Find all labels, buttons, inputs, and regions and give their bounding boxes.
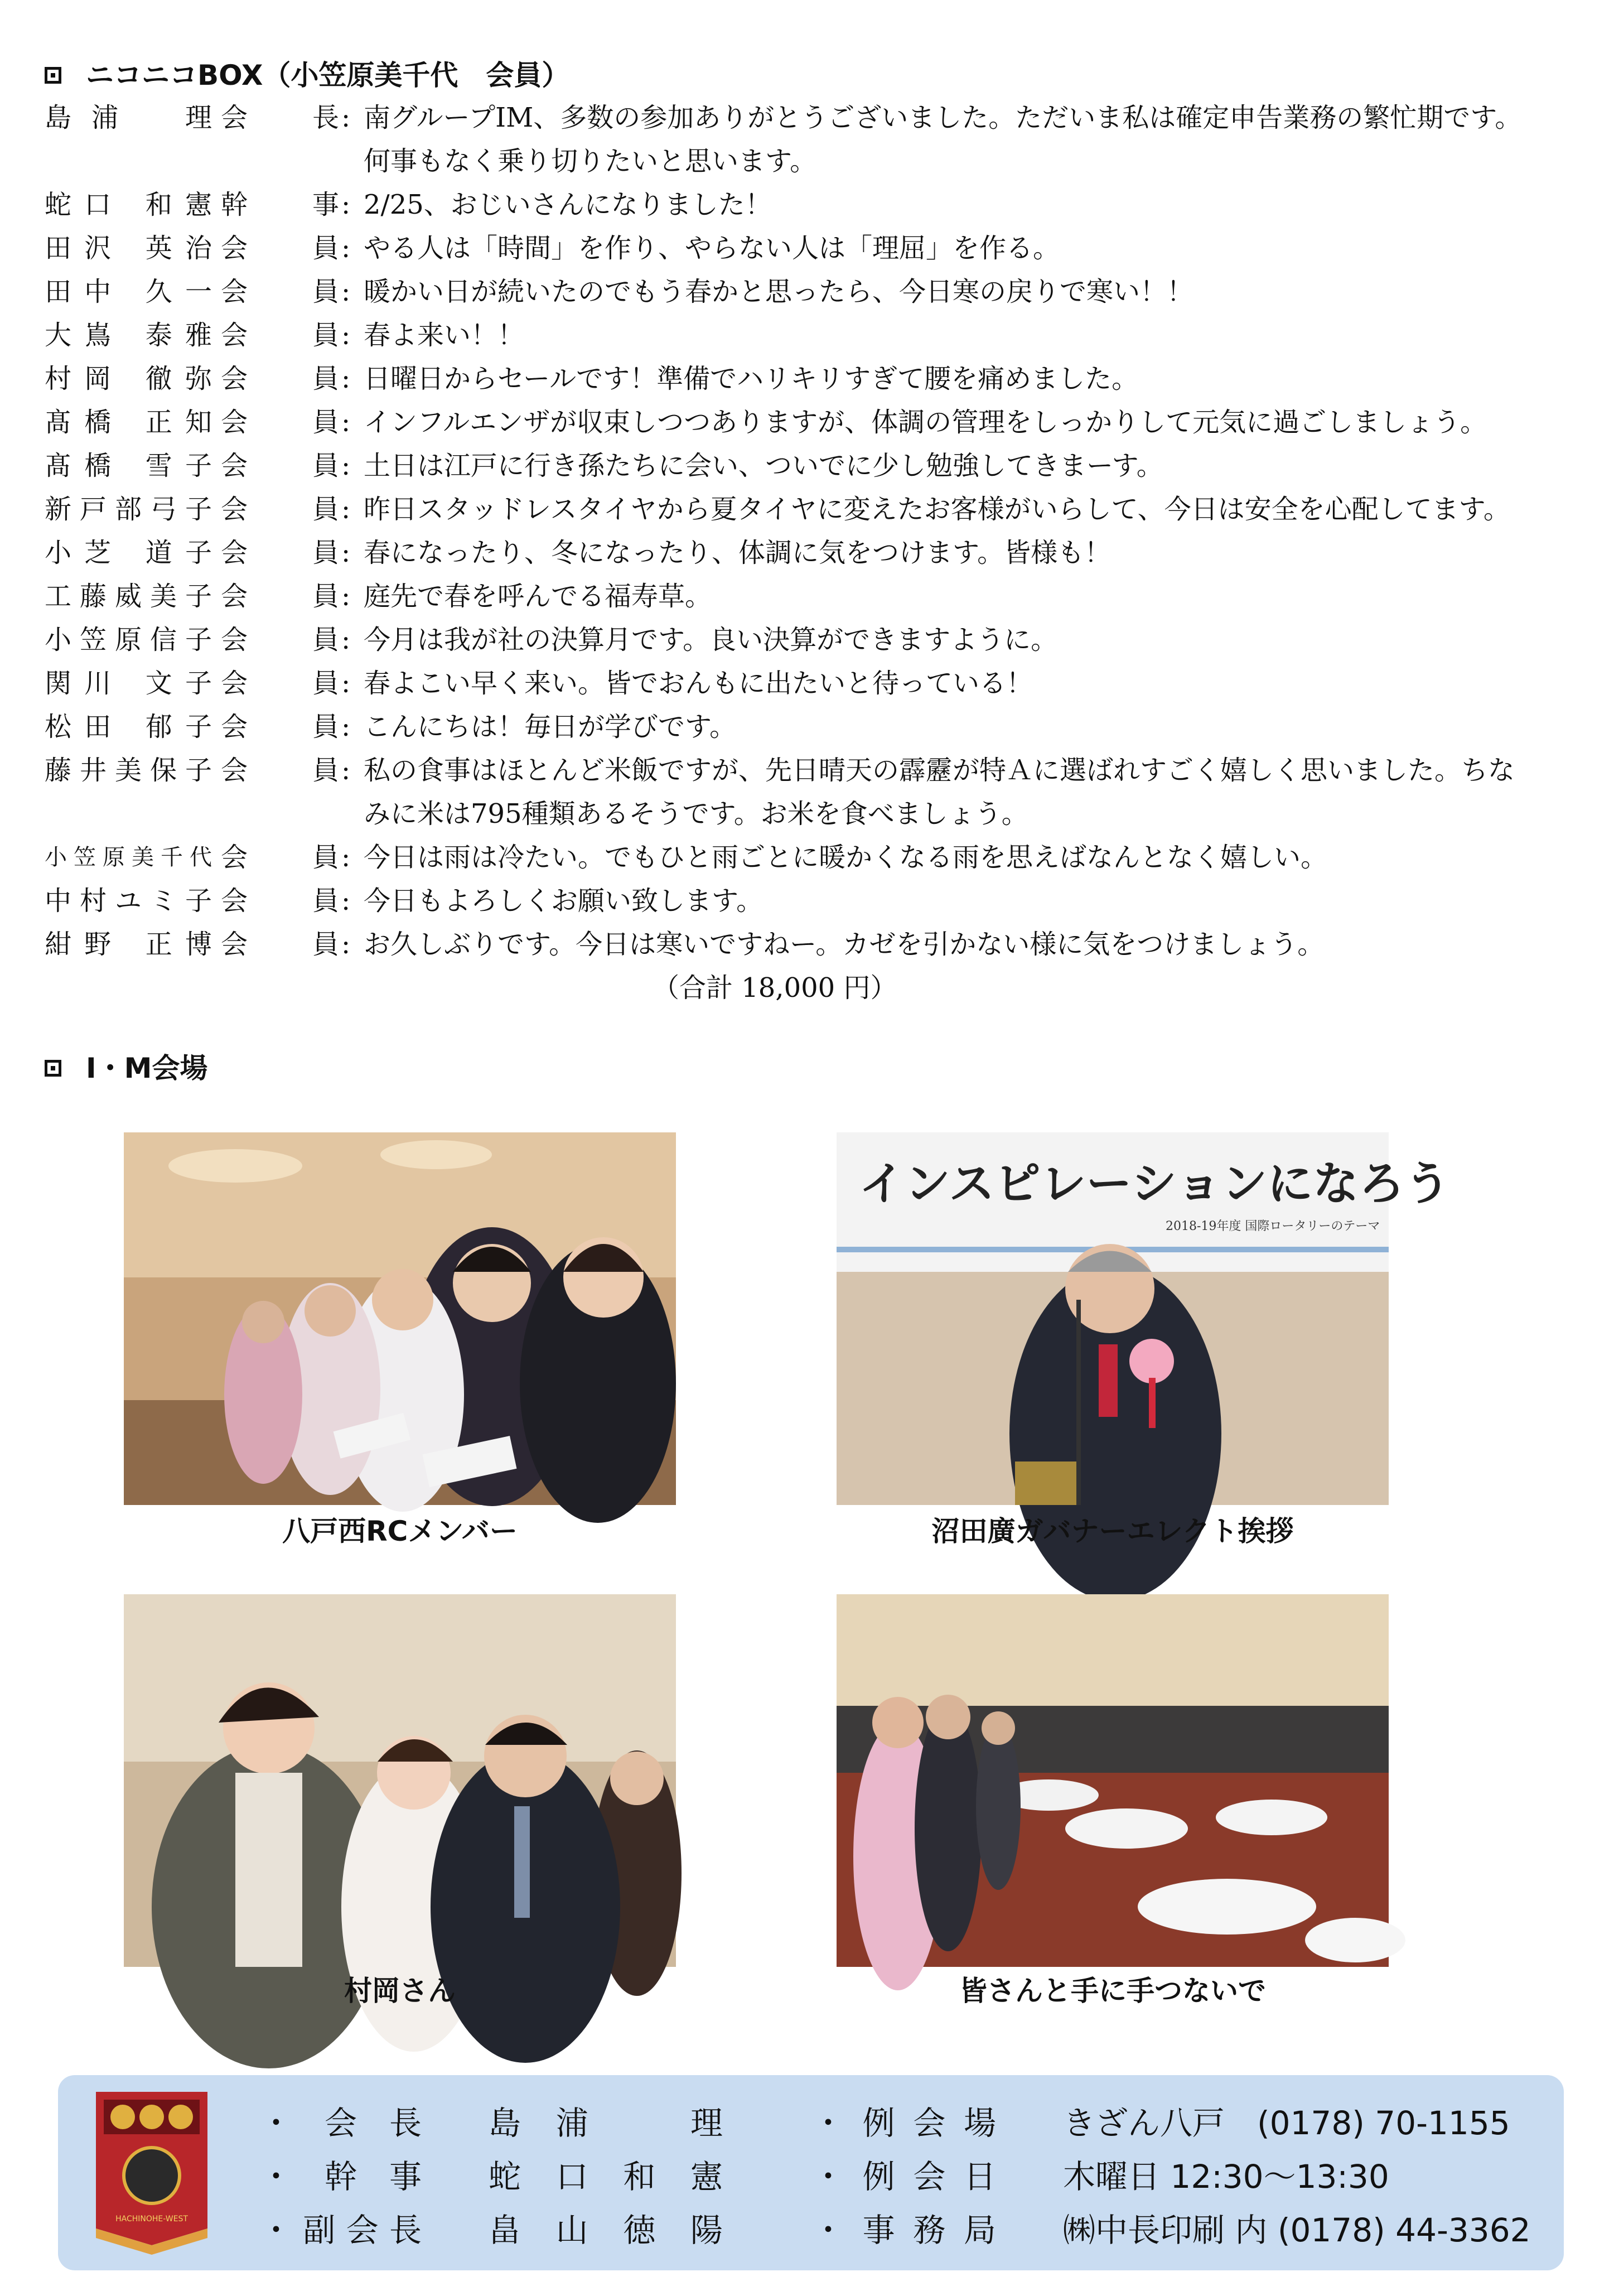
list-item: 田中 久一 会員 : 暖かい日が続いたのでもう春かと思ったら、今日寒の戻りで寒い！！ — [45, 270, 1584, 313]
list-item: 関川 文子 会員 : 春よこい早く来い。皆でおんもに出たいと待っている！ — [45, 662, 1584, 705]
list-item: 島浦 理 会長 : 南グループIM、多数の参加ありがとうございました。ただいま私は確定申告業務の繁忙期です。何事もなく乗り切りたいと思います。 — [45, 96, 1584, 139]
photo-members — [124, 1132, 676, 1505]
list-item: 小笠原信子 会員 : 今月は我が社の決算月です。良い決算ができますように。 — [45, 618, 1584, 662]
member-name: 田沢 英治 — [45, 233, 212, 264]
member-role: 会員 — [221, 929, 339, 960]
list-item — [260, 2150, 818, 2203]
member-name: 小笠原美千代 — [45, 845, 212, 870]
member-role: 会員 — [221, 363, 339, 394]
member-name: 紺野 正博 — [45, 929, 212, 960]
officer-label: ・副会長 — [260, 2211, 422, 2249]
member-role: 会員 — [221, 624, 339, 655]
banner-title: インスピレーションになろう — [859, 1157, 1451, 1210]
member-name: 工藤威美子 — [45, 581, 212, 612]
member-message: 南グループIM、多数の参加ありがとうございました。ただいま私は確定申告業務の繁忙期です。何事もなく乗り切りたいと思います。 — [364, 102, 1522, 177]
member-message: 土日は江戸に行き孫たちに会い、ついでに少し勉強してきまーす。 — [364, 450, 1163, 481]
photo-caption: 沼田廣ガバナーエレクト挨拶 — [931, 1515, 1294, 1547]
photo-caption: 皆さんと手に手つないで — [959, 1975, 1266, 2007]
member-role: 会員 — [221, 537, 339, 568]
member-name: 髙橋 正知 — [45, 407, 212, 438]
list-item — [812, 2203, 1554, 2257]
meeting-info-list — [812, 2096, 1554, 2257]
member-role: 会員 — [221, 276, 339, 307]
member-message: やる人は「時間」を作り、やらない人は「理屈」を作る。 — [364, 233, 1060, 264]
list-item: 小芝 道子 会員 : 春になったり、冬になったり、体調に気をつけます。皆様も！ — [45, 531, 1584, 575]
club-info-footer — [58, 2075, 1564, 2270]
info-label: ・事務局 — [812, 2211, 996, 2249]
member-message: 今月は我が社の決算月です。良い決算ができますように。 — [364, 624, 1058, 655]
photo-hall — [837, 1594, 1389, 1967]
member-message: 庭先で春を呼んでる福寿草。 — [364, 581, 712, 612]
officer-label: ・会長 — [260, 2104, 422, 2142]
list-item: 村岡 徹弥 会員 : 日曜日からセールです！準備でハリキリすぎて腰を痛めました。 — [45, 357, 1584, 401]
member-message: 昨日スタッドレスタイヤから夏タイヤに変えたお客様がいらして、今日は安全を心配してます。 — [364, 494, 1510, 525]
member-role: 会員 — [221, 494, 339, 525]
member-name: 小笠原信子 — [45, 624, 212, 655]
member-role: 会員 — [221, 668, 339, 699]
list-item — [260, 2203, 818, 2257]
list-item: 紺野 正博 会員 : お久しぶりです。今日は寒いですねー。カゼを引かない様に気をつけましょう。 — [45, 923, 1584, 966]
member-message: 春になったり、冬になったり、体調に気をつけます。皆様も！ — [364, 537, 1112, 568]
club-pennant-logo — [96, 2092, 207, 2255]
member-name: 髙橋 雪子 — [45, 450, 212, 481]
list-item: 髙橋 雪子 会員 : 土日は江戸に行き孫たちに会い、ついでに少し勉強してきまーす。 — [45, 444, 1584, 488]
officer-name: 畠山徳陽 — [489, 2211, 723, 2249]
photo-governor-speech — [837, 1132, 1451, 1505]
member-message: 春よこい早く来い。皆でおんもに出たいと待っている！ — [364, 668, 1033, 699]
member-message: お久しぶりです。今日は寒いですねー。カゼを引かない様に気をつけましょう。 — [364, 929, 1325, 960]
list-item: 蛇口 和憲 幹事 : 2/25、おじいさんになりました！ — [45, 183, 1584, 226]
member-message: 暖かい日が続いたのでもう春かと思ったら、今日寒の戻りで寒い！！ — [364, 276, 1194, 307]
photo-caption: 村岡さん — [344, 1975, 456, 2007]
member-message: インフルエンザが収束しつつありますが、体調の管理をしっかりして元気に過ごしましょう。 — [364, 407, 1487, 438]
member-message: 今日もよろしくお願い致します。 — [364, 885, 763, 917]
member-name: 田中 久一 — [45, 276, 212, 307]
member-role: 会員 — [221, 320, 339, 351]
member-message: 春よ来い！！ — [364, 320, 525, 351]
list-item: 中村ユミ子 会員 : 今日もよろしくお願い致します。 — [45, 879, 1584, 923]
member-name: 蛇口 和憲 — [45, 189, 212, 220]
member-role: 会員 — [221, 711, 339, 742]
member-role: 会員 — [221, 755, 339, 786]
list-item: 松田 郁子 会員 : こんにちは！毎日が学びです。 — [45, 705, 1584, 749]
list-item: 小笠原美千代 会員 : 今日は雨は冷たい。でもひと雨ごとに暖かくなる雨を思えばなんとなく嬉しい。 — [45, 836, 1584, 879]
pennant-text: HACHINOHE-WEST — [115, 2215, 188, 2223]
list-item: 髙橋 正知 会員 : インフルエンザが収束しつつありますが、体調の管理をしっかりして元気に過ごしましょう。 — [45, 401, 1584, 444]
member-message: こんにちは！毎日が学びです。 — [364, 711, 737, 742]
member-name: 藤井美保子 — [45, 755, 212, 786]
list-item: 新戸部弓子 会員 : 昨日スタッドレスタイヤから夏タイヤに変えたお客様がいらして、今日は安全を心配してます。 — [45, 488, 1584, 531]
member-role: 会長 — [221, 102, 339, 133]
list-item: 藤井美保子 会員 : 私の食事はほとんど米飯ですが、先日晴天の霹靂が特Ａに選ばれすごく嬉しく思いました。ちなみに米は795種類あるそうです。お米を食べましょう。 — [45, 749, 1584, 792]
member-role: 会員 — [221, 450, 339, 481]
niko-box-list — [45, 96, 1584, 966]
member-name: 小芝 道子 — [45, 537, 212, 568]
list-item — [812, 2150, 1554, 2203]
member-name: 村岡 徹弥 — [45, 363, 212, 394]
officer-name: 蛇口和憲 — [489, 2158, 723, 2196]
im-section-heading: I・M会場 — [45, 1049, 207, 1088]
square-bullet-icon — [45, 67, 61, 84]
member-name: 島浦 理 — [45, 102, 212, 133]
list-item — [812, 2096, 1554, 2150]
member-role: 会員 — [221, 407, 339, 438]
member-message: 2/25、おじいさんになりました！ — [364, 189, 772, 220]
member-role: 会員 — [221, 842, 339, 873]
info-value: 木曜日 12:30〜13:30 — [1063, 2158, 1389, 2196]
info-label: ・例会場 — [812, 2104, 996, 2142]
member-message: 日曜日からセールです！準備でハリキリすぎて腰を痛めました。 — [364, 363, 1139, 394]
member-role: 会員 — [221, 581, 339, 612]
member-name: 関川 文子 — [45, 668, 212, 699]
photo-caption: 八戸西RCメンバー — [282, 1515, 518, 1547]
square-bullet-icon — [45, 1060, 61, 1077]
officer-label: ・幹事 — [260, 2158, 422, 2196]
banner-subtitle: 2018-19年度 国際ロータリーのテーマ — [1166, 1219, 1380, 1233]
member-name: 新戸部弓子 — [45, 494, 212, 525]
list-item: 大嶌 泰雅 会員 : 春よ来い！！ — [45, 313, 1584, 357]
photo-muraoka — [124, 1594, 676, 1967]
member-message: 私の食事はほとんど米飯ですが、先日晴天の霹靂が特Ａに選ばれすごく嬉しく思いました。ちなみに米は795種類あるそうです。お米を食べましょう。 — [364, 755, 1515, 829]
list-item — [260, 2096, 818, 2150]
niko-box-total: （合計 18,000 円） — [653, 972, 897, 1004]
member-name: 大嶌 泰雅 — [45, 320, 212, 351]
niko-box-heading: ニコニコBOX（小笠原美千代 会員） — [45, 56, 569, 95]
officer-name: 島浦 理 — [489, 2104, 723, 2142]
info-value: きざん八戸 (0178) 70-1155 — [1063, 2104, 1510, 2142]
member-message: 今日は雨は冷たい。でもひと雨ごとに暖かくなる雨を思えばなんとなく嬉しい。 — [364, 842, 1328, 873]
list-item: 田沢 英治 会員 : やる人は「時間」を作り、やらない人は「理屈」を作る。 — [45, 226, 1584, 270]
member-role: 幹事 — [221, 189, 339, 220]
officers-list — [260, 2096, 818, 2257]
info-label: ・例会日 — [812, 2158, 996, 2196]
info-value: ㈱中長印刷 内 (0178) 44-3362 — [1063, 2211, 1531, 2249]
member-name: 中村ユミ子 — [45, 885, 212, 917]
member-role: 会員 — [221, 233, 339, 264]
list-item: 工藤威美子 会員 : 庭先で春を呼んでる福寿草。 — [45, 575, 1584, 618]
member-role: 会員 — [221, 885, 339, 917]
member-name: 松田 郁子 — [45, 711, 212, 742]
